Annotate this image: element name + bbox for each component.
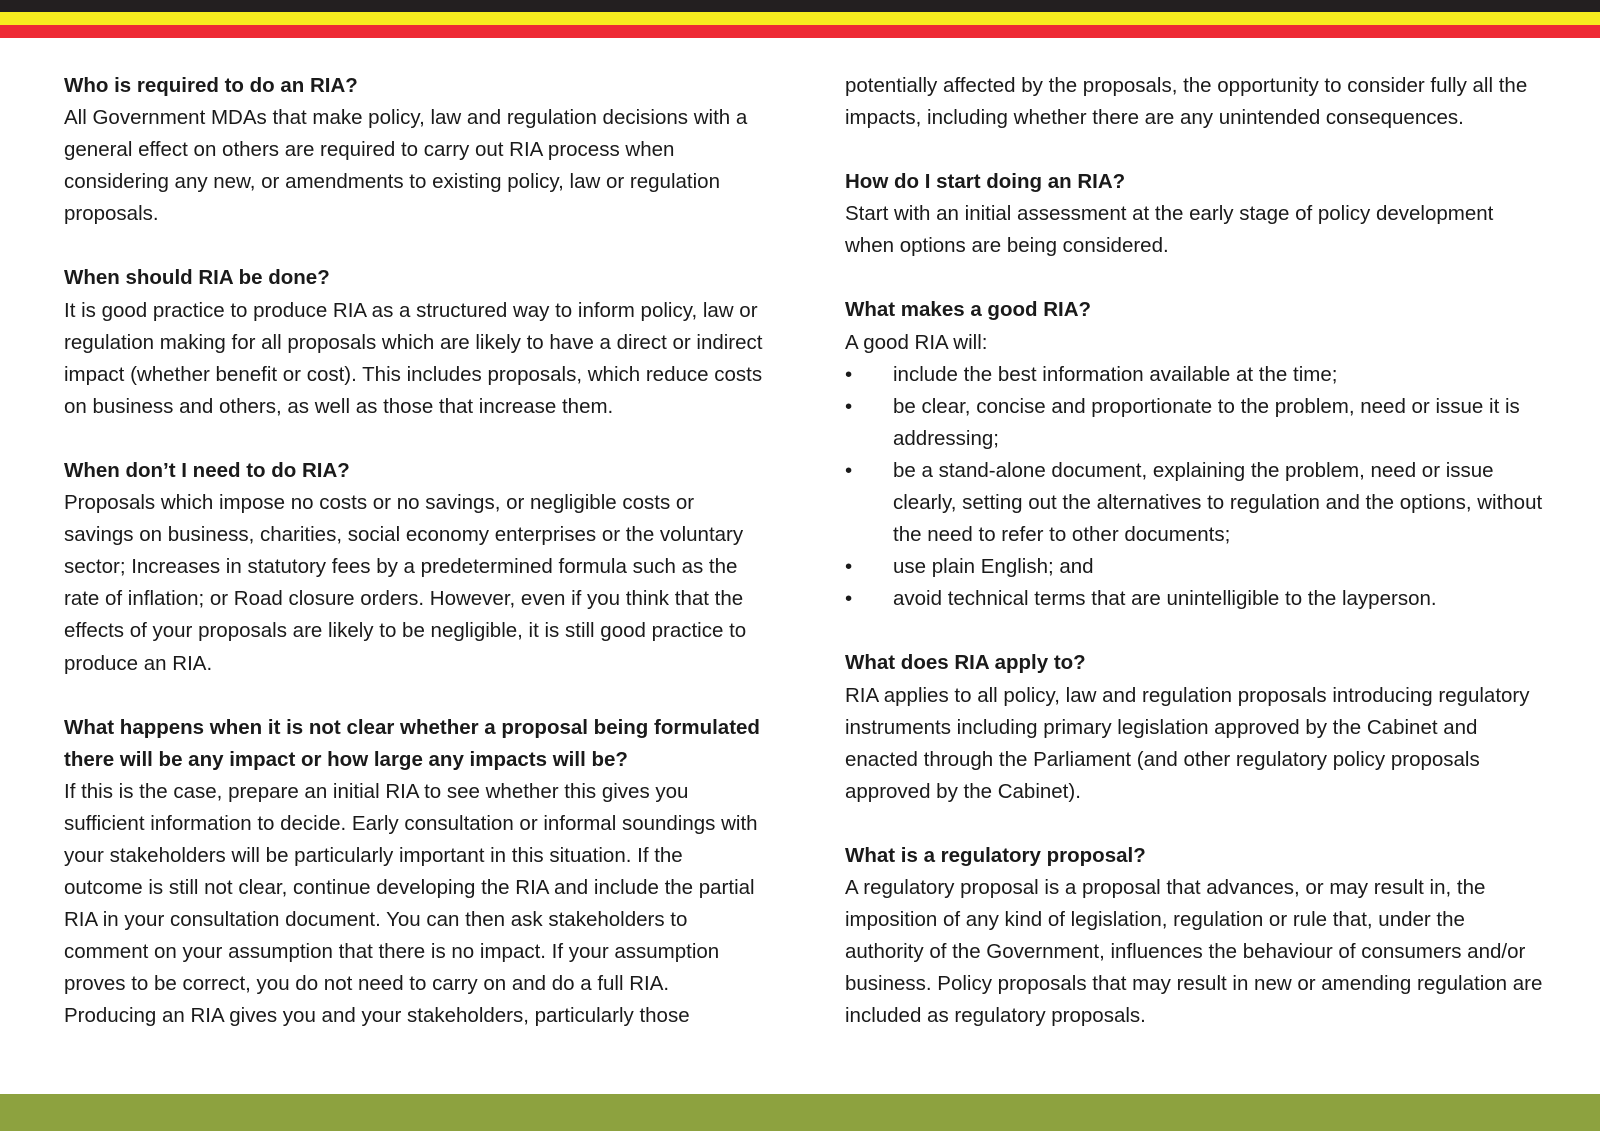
section-regulatory-proposal (845, 840, 1545, 1033)
section-heading: How do I start doing an RIA? (845, 170, 1126, 194)
list-item-text: be a stand-alone document, explaining the problem, need or issue clearly, setting out the alternatives to regulation and the options, without the need to refer to other documents; (893, 458, 1543, 547)
section-heading: Who is required to do an RIA? (64, 74, 358, 97)
section-intro: A good RIA will: (845, 330, 988, 354)
section-body: Start with an initial assessment at the early stage of policy development when options are being considered. (845, 202, 1494, 258)
section-when-done (64, 262, 764, 422)
bullet-icon: • (845, 555, 853, 579)
section-body: If this is the case, prepare an initial RIA to see whether this gives you sufficient information to decide. Early consultation or informal soundings with your stakeholders will be particularly important in this situation. If the outcome is still not clear, continue developing the RIA and include the partial RIA in your consultation document. You can then ask stakeholders to comment on your assumption that there is no impact. If your assumption proves to be correct, you do not need to carry on and do a full RIA. Producing an RIA gives you and your stakeholders, particularly those (64, 779, 758, 1028)
flag-stripe-yellow (0, 12, 1600, 25)
list-item (845, 455, 1545, 551)
section-heading: When should RIA be done? (64, 266, 330, 290)
list-item (845, 583, 1545, 615)
section-body: Proposals which impose no costs or no savings, or negligible costs or savings on business, charities, social economy enterprises or the voluntary sector; Increases in statutory fees by a predetermined formula such as the rate of inflation; or Road closure orders. However, even if you think that the effects of your proposals are likely to be negligible, it is still good practice to produce an RIA. (64, 491, 747, 675)
section-heading: What does RIA apply to? (845, 651, 1086, 675)
good-ria-bullet-list (845, 359, 1545, 616)
flag-stripe-black (0, 0, 1600, 12)
bullet-icon: • (845, 458, 853, 482)
bullet-icon: • (845, 587, 853, 611)
section-ria-applies (845, 647, 1545, 807)
list-item (845, 551, 1545, 583)
section-when-not-needed (64, 455, 764, 680)
section-heading: What makes a good RIA? (845, 298, 1092, 322)
list-item (845, 391, 1545, 455)
continuation-text: potentially affected by the proposals, the opportunity to consider fully all the impacts, including whether there are any unintended consequences. (845, 74, 1528, 130)
section-how-start (845, 166, 1545, 262)
section-who-required (64, 70, 764, 230)
section-continuation (845, 70, 1545, 134)
section-heading: When don’t I need to do RIA? (64, 458, 350, 482)
right-column (845, 70, 1545, 1064)
list-item (845, 359, 1545, 391)
list-item-text: avoid technical terms that are unintelligible to the layperson. (893, 587, 1437, 611)
bullet-icon: • (845, 362, 853, 386)
flag-stripe-red (0, 25, 1600, 38)
section-body: It is good practice to produce RIA as a structured way to inform policy, law or regulation making for all proposals which are likely to have a direct or indirect impact (whether benefit or cost). This includes proposals, which reduce costs on business and others, as well as those that increase them. (64, 298, 763, 418)
section-heading: What is a regulatory proposal? (845, 843, 1146, 867)
list-item-text: use plain English; and (893, 555, 1094, 579)
section-body: A regulatory proposal is a proposal that advances, or may result in, the imposition of any kind of legislation, regulation or rule that, under the authority of the Government, influences the behaviour of consumers and/or business. Policy proposals that may result in new or amending regulation are included as regulatory proposals. (845, 875, 1543, 1028)
section-unclear-impact (64, 712, 764, 1033)
section-heading: What happens when it is not clear whether a proposal being formulated there will be any impact or how large any impacts will be? (64, 715, 760, 771)
section-good-ria (845, 294, 1545, 615)
section-body: All Government MDAs that make policy, law and regulation decisions with a general effect on others are required to carry out RIA process when considering any new, or amendments to existing policy, law or regulation proposals. (64, 106, 748, 226)
list-item-text: be clear, concise and proportionate to the problem, need or issue it is addressing; (893, 394, 1520, 450)
list-item-text: include the best information available at the time; (893, 362, 1338, 386)
footer-green-band (0, 1094, 1600, 1131)
section-body: RIA applies to all policy, law and regulation proposals introducing regulatory instruments including primary legislation approved by the Cabinet and enacted through the Parliament (and other regulatory policy proposals approved by the Cabinet). (845, 683, 1530, 803)
left-column (64, 70, 764, 1065)
bullet-icon: • (845, 394, 853, 418)
